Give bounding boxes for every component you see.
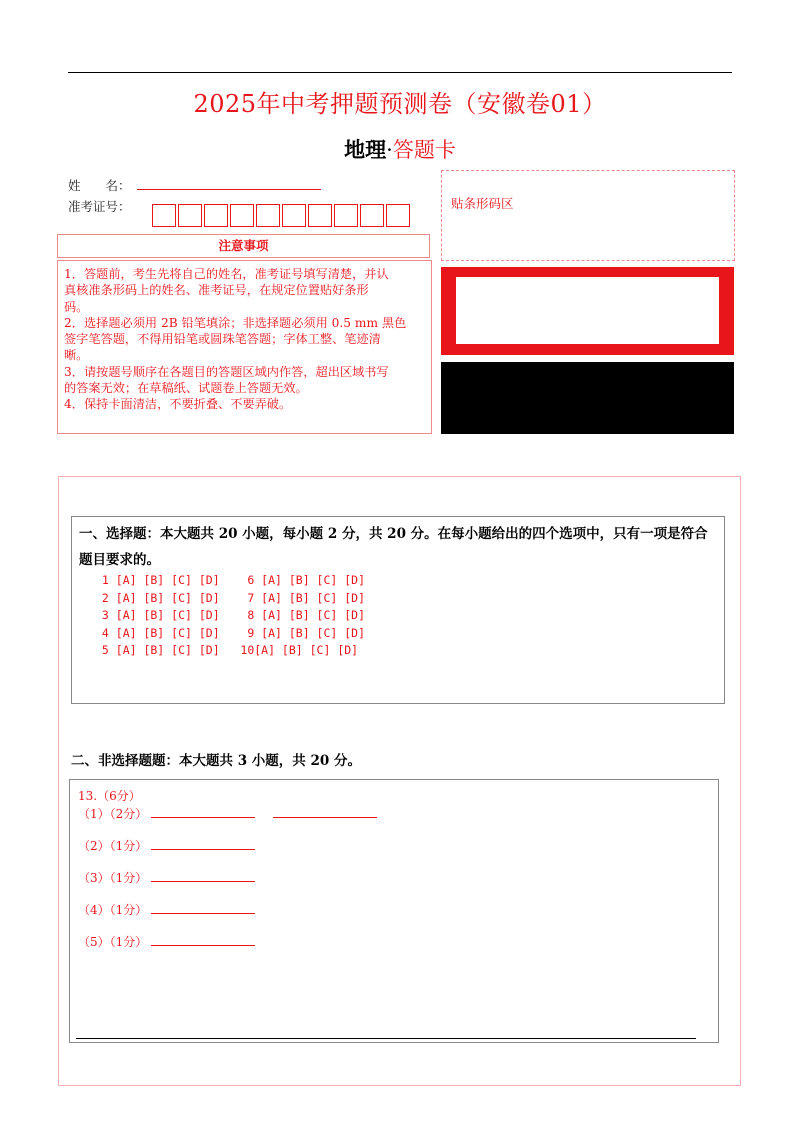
notice-line: 2．选择题必须用 2B 铅笔填涂；非选择题必须用 0.5 mm 黑色 — [64, 315, 407, 330]
mcq-heading-line2: 题目要求的。 — [79, 552, 160, 568]
q13-part-5 — [78, 933, 255, 950]
mcq-heading-line1: 一、选择题：本大题共 20 小题，每小题 2 分，共 20 分。在每小题给出的四个选项中，只有一项是符合 — [79, 526, 708, 542]
id-digit-box[interactable] — [360, 204, 384, 227]
q13-part-label: （2）（1分） — [78, 839, 148, 853]
mcq-row[interactable]: 2 [A] [B] [C] [D] 7 [A] [B] [C] [D] — [95, 590, 366, 605]
exam-title: 2025年中考押题预测卷（安徽卷01） — [193, 90, 607, 118]
nonmcq-heading: 二、非选择题题：本大题共 3 小题，共 20 分。 — [71, 753, 361, 769]
q13-part-label: （4）（1分） — [78, 903, 148, 917]
notice-line: 签字笔答题，不得用铅笔或圆珠笔答题；字体工整、笔迹清 — [64, 332, 381, 347]
id-digit-box[interactable] — [386, 204, 410, 227]
top-rule — [68, 72, 732, 73]
barcode-label: 贴条形码区 — [451, 196, 514, 211]
q13-part-label: （1）（2分） — [78, 807, 148, 821]
notice-line: 1．答题前，考生先将自己的姓名，准考证号填写清楚，并认 — [64, 267, 389, 281]
id-digit-box[interactable] — [204, 204, 228, 227]
mcq-row[interactable]: 4 [A] [B] [C] [D] 9 [A] [B] [C] [D] — [95, 625, 366, 640]
id-digit-box[interactable] — [178, 204, 202, 227]
id-digit-box[interactable] — [256, 204, 280, 227]
mcq-row[interactable]: 5 [A] [B] [C] [D] 10[A] [B] [C] [D] — [95, 643, 359, 657]
notice-heading: 注意事项 — [57, 234, 430, 258]
q13-part-4 — [78, 901, 255, 918]
q13-part-1 — [78, 805, 377, 822]
card-subtitle — [0, 134, 800, 164]
answer-blank[interactable] — [151, 837, 255, 850]
q13-part-label: （5）（1分） — [78, 935, 148, 949]
answer-blank[interactable] — [273, 805, 377, 818]
mcq-bubbles[interactable] — [95, 572, 365, 660]
mcq-row[interactable]: 1 [A] [B] [C] [D] 6 [A] [B] [C] [D] — [95, 573, 366, 587]
notice-line: 的答案无效；在草稿纸、试题卷上答题无效。 — [64, 381, 308, 396]
barcode-area — [441, 170, 735, 261]
notice-line: 真核准条形码上的姓名、准考证号，在规定位置贴好条形 — [64, 283, 369, 298]
id-digit-box[interactable] — [334, 204, 358, 227]
q13-part-label: （3）（1分） — [78, 871, 148, 885]
reserved-black-block — [441, 362, 734, 434]
notice-line: 3．请按题号顺序在各题目的答题区域内作答，超出区域书写 — [64, 364, 389, 379]
notice-line: 晰。 — [64, 348, 89, 363]
id-digit-box[interactable] — [308, 204, 332, 227]
name-field[interactable] — [137, 189, 321, 190]
q13-part-2 — [78, 837, 255, 854]
answer-blank[interactable] — [151, 933, 255, 946]
subject-label: 地理 — [344, 138, 387, 162]
question-13-label: 13.（6分） — [78, 789, 141, 803]
mcq-section — [79, 521, 719, 573]
answer-card-label: 答题卡 — [392, 138, 456, 162]
exam-id-label: 准考证号： — [68, 199, 131, 214]
q13-part-3 — [78, 869, 255, 886]
exam-id-boxes[interactable] — [152, 204, 412, 227]
answer-blank[interactable] — [151, 901, 255, 914]
name-label: 姓 名： — [68, 178, 131, 193]
absent-mark-area[interactable] — [456, 277, 719, 344]
answer-bottom-rule — [76, 1038, 696, 1039]
notice-line: 4．保持卡面清洁，不要折叠、不要弄破。 — [64, 397, 292, 412]
id-digit-box[interactable] — [230, 204, 254, 227]
answer-blank[interactable] — [151, 869, 255, 882]
answer-blank[interactable] — [151, 805, 255, 818]
id-digit-box[interactable] — [152, 204, 176, 227]
notice-line: 码。 — [64, 299, 89, 314]
subtitle-separator: · — [386, 138, 393, 162]
mcq-row[interactable]: 3 [A] [B] [C] [D] 8 [A] [B] [C] [D] — [95, 608, 366, 622]
id-digit-box[interactable] — [282, 204, 306, 227]
notice-body — [57, 260, 432, 434]
